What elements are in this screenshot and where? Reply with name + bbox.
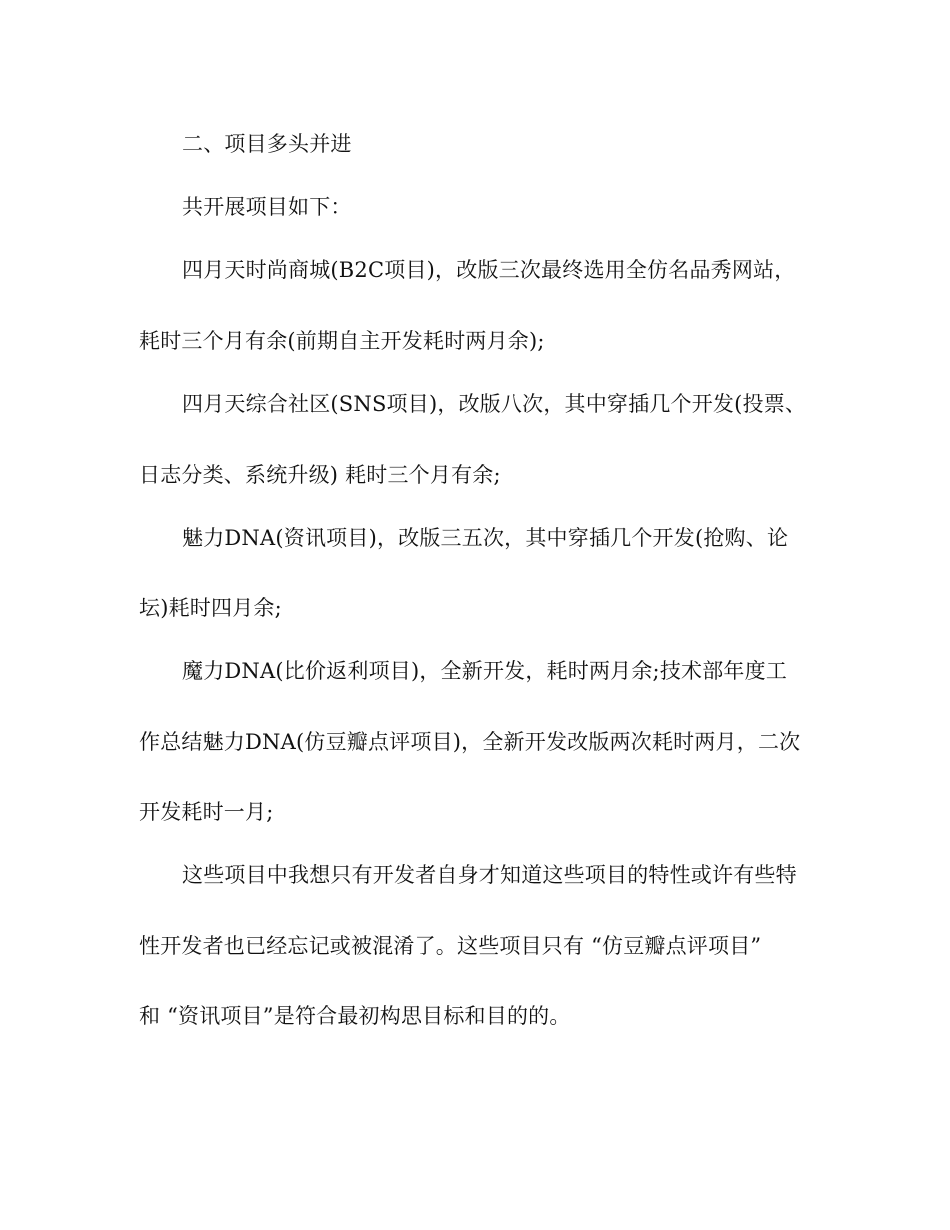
paragraph-line: 性开发者也已经忘记或被混淆了。这些项目只有 “仿豆瓣点评项目”: [139, 934, 762, 958]
paragraph-line: 魔力DNA(比价返利项目)，全新开发，耗时两月余;技术部年度工: [182, 659, 788, 683]
paragraph-line: 魅力DNA(资讯项目)，改版三五次，其中穿插几个开发(抢购、论: [182, 526, 789, 550]
section-heading: 二、项目多头并进: [182, 132, 352, 156]
paragraph-line: 耗时三个月有余(前期自主开发耗时两月余);: [139, 329, 545, 353]
paragraph-line: 开发耗时一月;: [139, 800, 274, 824]
paragraph-line: 四月天综合社区(SNS项目)，改版八次，其中穿插几个开发(投票、: [182, 392, 807, 416]
paragraph-line: 坛)耗时四月余;: [139, 596, 282, 620]
paragraph-line: 四月天时尚商城(B2C项目)，改版三次最终选用全仿名品秀网站，: [182, 258, 796, 282]
paragraph-line: 这些项目中我想只有开发者自身才知道这些项目的特性或许有些特: [182, 863, 797, 887]
paragraph-line: 和 “资讯项目”是符合最初构思目标和目的的。: [139, 1004, 571, 1028]
paragraph-line: 日志分类、系统升级) 耗时三个月有余;: [139, 463, 501, 487]
paragraph-line: 作总结魅力DNA(仿豆瓣点评项目)，全新开发改版两次耗时两月，二次: [139, 730, 801, 754]
intro-text: 共开展项目如下：: [182, 195, 352, 219]
